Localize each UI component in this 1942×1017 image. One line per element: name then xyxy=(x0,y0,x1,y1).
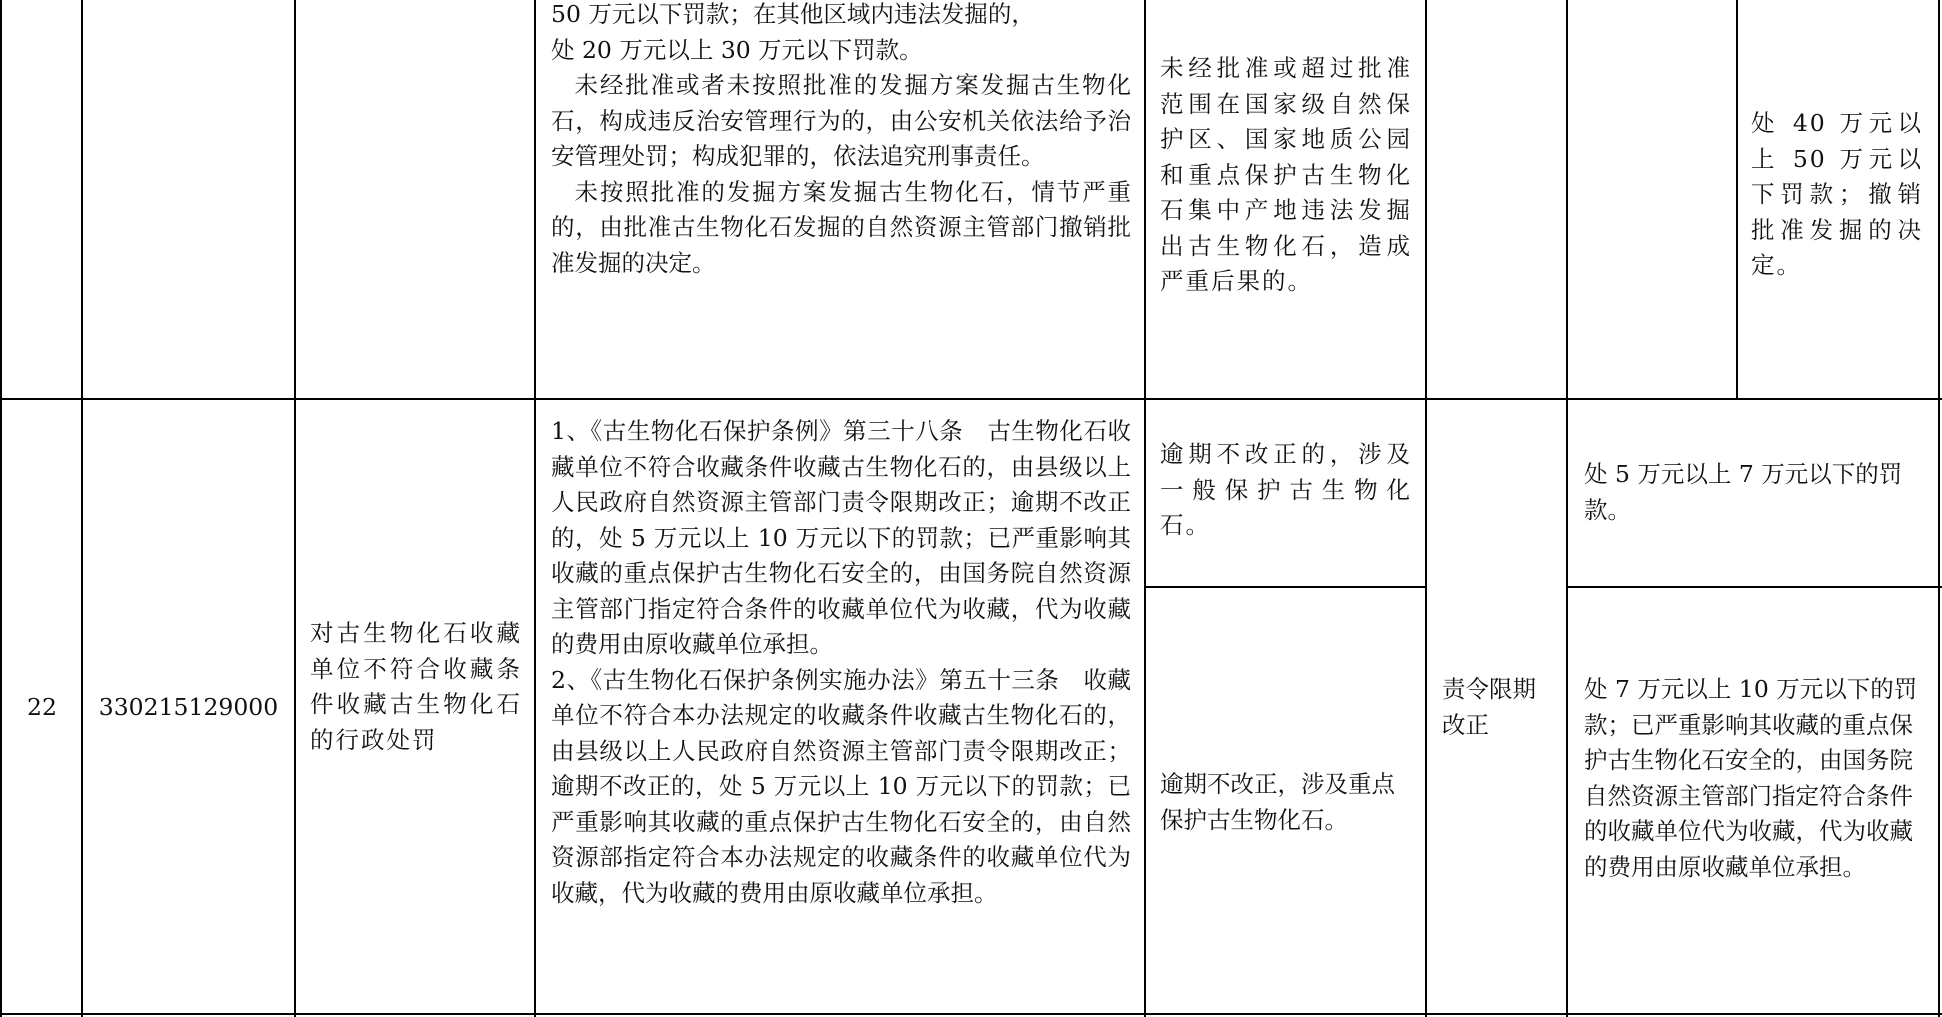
col-line-0 xyxy=(0,0,2,1017)
col-line-seq xyxy=(81,0,83,1017)
row-item-code: 330215129000 xyxy=(98,693,279,721)
basis-continued-cell xyxy=(551,0,1131,281)
subrow-divider-penalty xyxy=(1567,586,1942,588)
basis-continued-paragraph-2: 未经批准或者未按照批准的发掘方案发掘古生物化石，构成违反治安管理行为的，由公安机关依法给予治安管理处罚；构成犯罪的，依法追究刑事责任。 xyxy=(551,71,1131,170)
col-line-right xyxy=(1938,0,1940,1017)
col-line-name xyxy=(534,0,536,1017)
row-divider-top xyxy=(0,398,1942,400)
basis-continued-line-2: 处 20 万元以上 30 万元以下罚款。 xyxy=(551,35,923,64)
penalty-continued-cell: 处 40 万元以上 50 万元以下罚款；撤销批准发掘的决定。 xyxy=(1751,109,1923,279)
row-circumstance-general: 逾期不改正的，涉及一般保护古生物化石。 xyxy=(1160,440,1412,539)
basis-item-2: 2、《古生物化石保护条例实施办法》第五十三条 收藏单位不符合本办法规定的收藏条件收藏古生物化石的，由县级以上人民政府自然资源主管部门责令限期改正；逾期不改正的，处 5 万元以上 10 万元以下的罚款；已严重影响其收藏的重点保护古生物化石安全的，由自然资源部指定符合本办法规定的收藏条件的收藏单位代为收藏，代为收藏的费用由原收藏单位承担。 xyxy=(551,665,1131,907)
row-penalty-key: 处 7 万元以上 10 万元以下的罚款；已严重影响其收藏的重点保护古生物化石安全的，由国务院自然资源主管部门指定符合条件的收藏单位代为收藏，代为收藏的费用由原收藏单位承担。 xyxy=(1584,675,1918,881)
col-line-circumstance xyxy=(1425,0,1427,1017)
basis-item-1: 1、《古生物化石保护条例》第三十八条 古生物化石收藏单位不符合收藏条件收藏古生物化石的，由县级以上人民政府自然资源主管部门责令限期改正；逾期不改正的，处 5 万元以上 10 万元以下的罚款；已严重影响其收藏的重点保护古生物化石安全的，由国务院自然资源主管部门指定符合条件的收藏单位代为收藏，代为收藏的费用由原收藏单位承担。 xyxy=(551,417,1131,658)
col-line-penalty-inner xyxy=(1736,0,1738,399)
basis-continued-paragraph-3: 未按照批准的发掘方案发掘古生物化石，情节严重的，由批准古生物化石发掘的自然资源主管部门撤销批准发掘的决定。 xyxy=(551,177,1131,277)
col-line-basis xyxy=(1144,0,1146,1017)
row-item-name: 对古生物化石收藏单位不符合收藏条件收藏古生物化石的行政处罚 xyxy=(310,619,522,754)
row-penalty-general: 处 5 万元以上 7 万元以下的罚款。 xyxy=(1584,460,1903,524)
circumstance-continued-cell: 未经批准或超过批准范围在国家级自然保护区、国家地质公园和重点保护古生物化石集中产地违法发掘出古生物化石，造成严重后果的。 xyxy=(1160,54,1412,295)
row-seq-number: 22 xyxy=(27,693,57,721)
row-circumstance-key: 逾期不改正，涉及重点保护古生物化石。 xyxy=(1160,770,1395,834)
col-line-measure xyxy=(1566,0,1568,1017)
col-line-code xyxy=(294,0,296,1017)
row-basis-cell xyxy=(551,414,1131,911)
row-measure: 责令限期改正 xyxy=(1442,675,1536,739)
subrow-divider-circumstance xyxy=(1145,586,1426,588)
basis-continued-line-1: 50 万元以下罚款；在其他区域内违法发掘的， xyxy=(551,0,1035,28)
row-divider-bottom xyxy=(0,1013,1942,1015)
